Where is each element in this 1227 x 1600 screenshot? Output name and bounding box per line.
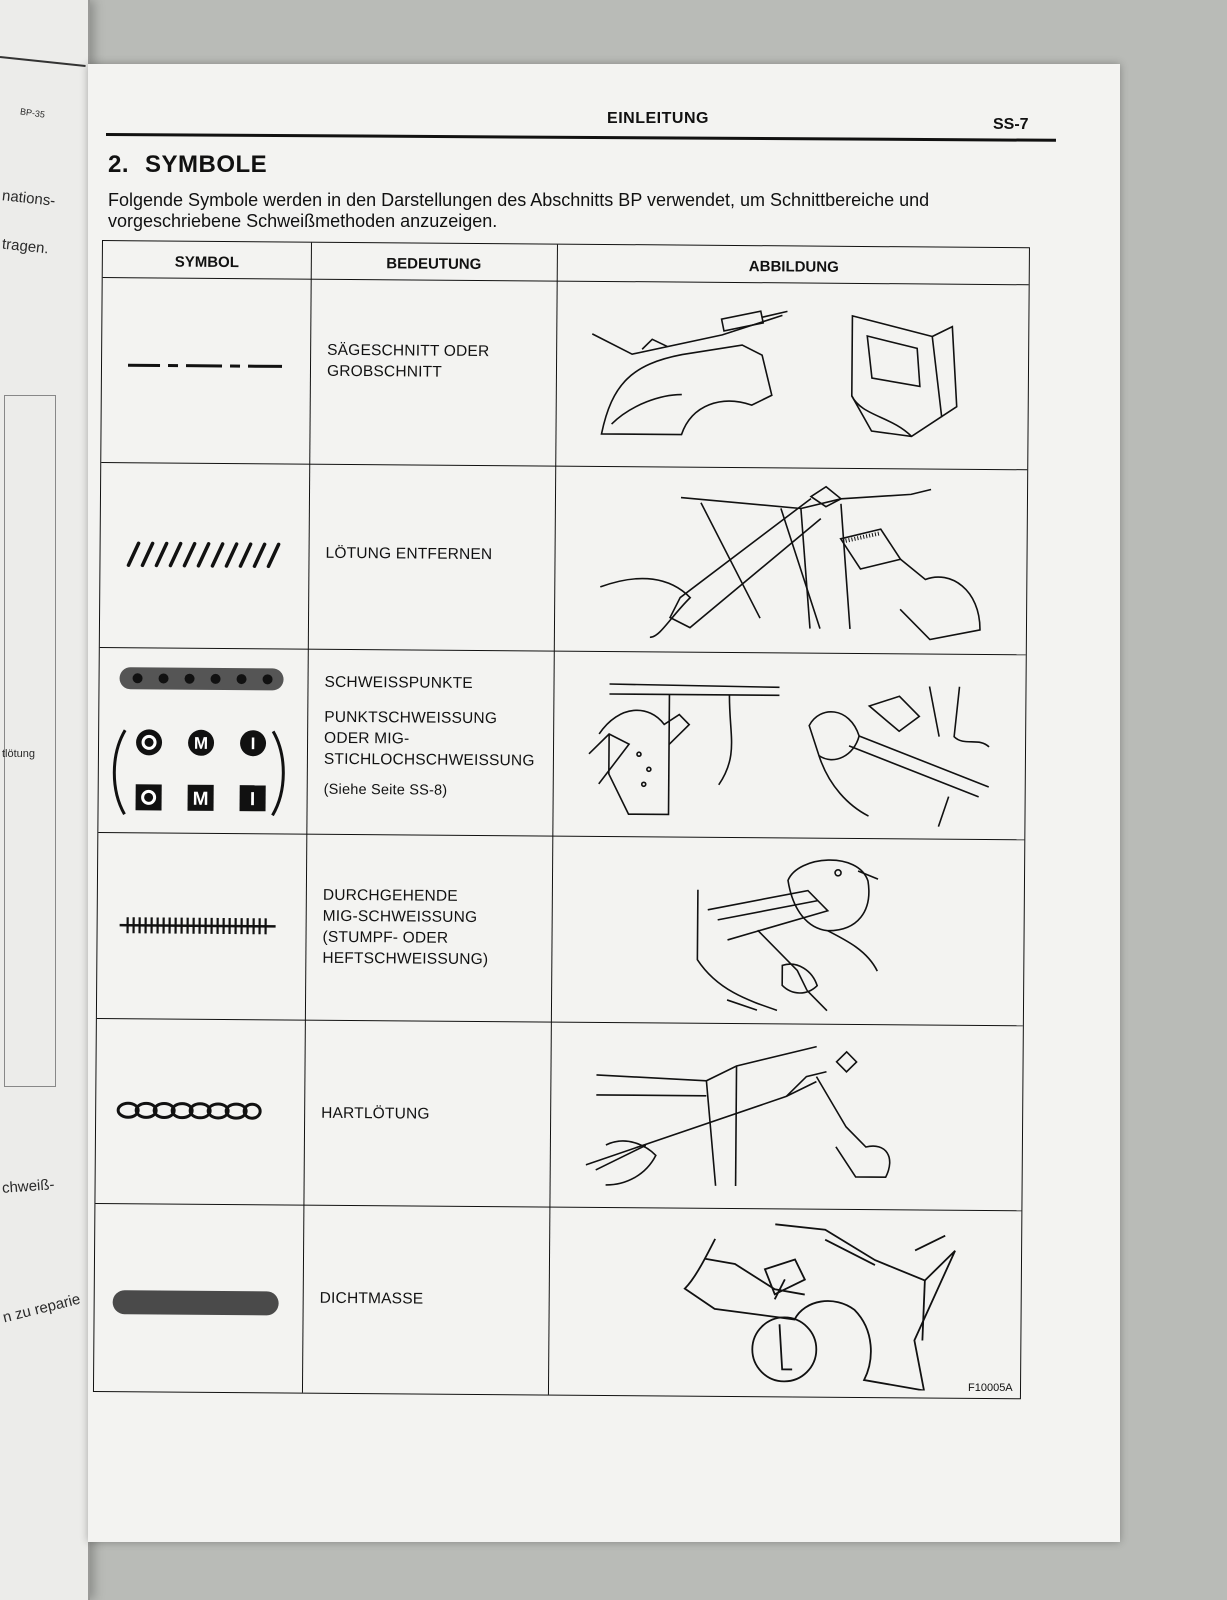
- brazing-illustration: [585, 1035, 1006, 1203]
- manual-page: [88, 64, 1120, 1542]
- svg-text:I: I: [250, 734, 256, 754]
- section-heading: [108, 151, 267, 179]
- page-number: SS-7: [993, 116, 1029, 133]
- spot-weld-illustration: [568, 674, 1009, 837]
- column-header-symbol: SYMBOL: [174, 253, 239, 272]
- table-row: [97, 833, 1024, 1026]
- meaning-line: HARTLÖTUNG: [321, 1104, 430, 1123]
- meaning-text: [327, 340, 490, 383]
- mig-weld-illustration: [687, 850, 1008, 1018]
- symbol-table: [93, 240, 1030, 1399]
- spot-weld-icons: [108, 724, 289, 821]
- meaning-line: LÖTUNG ENTFERNEN: [325, 544, 493, 564]
- meaning-line: PUNKTSCHWEISSUNG: [324, 708, 498, 728]
- meaning-line: HEFTSCHWEISSUNG): [322, 949, 489, 969]
- meaning-text: [322, 885, 489, 970]
- meaning-line: DURCHGEHENDE: [322, 886, 458, 905]
- remove-brazing-illustration: [580, 477, 1011, 645]
- meaning-line: MIG-SCHWEISSUNG: [322, 907, 478, 926]
- facing-page-rule: [0, 56, 86, 67]
- hatch-lines-icon: [122, 539, 286, 570]
- facing-page-fragment: BP-35: [19, 106, 46, 120]
- intro-paragraph: Folgende Symbole werden in den Darstellungen des Abschnitts BP verwendet, um Schnittbereiche und vorgeschriebene Schweißmethoden anzuzeigen.: [108, 190, 930, 231]
- meaning-line: GROBSCHNITT: [326, 362, 443, 381]
- facing-page-edge: [0, 0, 90, 1600]
- facing-page-fragment: tlötung: [2, 748, 36, 760]
- section-number: 2.: [108, 151, 130, 178]
- table-row: [94, 1204, 1021, 1400]
- continuous-weld-icon: [118, 915, 278, 936]
- brazing-chain-icon: [114, 1099, 264, 1122]
- facing-page-box: [4, 395, 56, 1087]
- spot-weld-dots-icon: [117, 666, 285, 691]
- facing-page-fragment: chweiß-: [1, 1176, 56, 1197]
- section-title: SYMBOLE: [145, 151, 268, 178]
- meaning-line: SÄGESCHNITT ODER: [327, 341, 490, 361]
- facing-page-fragment: tragen.: [1, 235, 50, 258]
- meaning-line: STICHLOCHSCHWEISSUNG: [323, 750, 535, 770]
- svg-text:I: I: [249, 789, 256, 811]
- meaning-line: SCHWEISSPUNKTE: [324, 673, 473, 692]
- saw-cut-illustration: [571, 294, 1012, 457]
- facing-page-fragment: nations-: [1, 187, 57, 210]
- column-header-illustration: ABBILDUNG: [748, 258, 839, 276]
- meaning-line: ODER MIG-: [324, 729, 410, 748]
- facing-page-fragment: n zu reparie: [1, 1290, 83, 1327]
- column-header-meaning: BEDEUTUNG: [386, 255, 482, 273]
- meaning-text: [320, 1288, 424, 1310]
- meaning-line: (Siehe Seite SS-8): [323, 781, 448, 799]
- sealant-illustration: [674, 1219, 975, 1391]
- meaning-text: [325, 543, 492, 565]
- meaning-text: [324, 672, 536, 803]
- sealant-bar-icon: [111, 1288, 281, 1317]
- table-row: [95, 1019, 1022, 1211]
- dash-dot-line-icon: [126, 358, 286, 373]
- figure-code: F10005A: [968, 1382, 1013, 1394]
- page-header-title: EINLEITUNG: [607, 110, 709, 127]
- table-row: [101, 278, 1028, 470]
- meaning-text: [321, 1103, 430, 1125]
- svg-text:M: M: [192, 788, 209, 810]
- svg-text:M: M: [193, 733, 209, 753]
- table-row: [98, 648, 1025, 840]
- table-row: [100, 463, 1027, 655]
- meaning-line: DICHTMASSE: [319, 1289, 424, 1308]
- header-rule: [106, 133, 1056, 142]
- meaning-line: (STUMPF- ODER: [322, 928, 449, 947]
